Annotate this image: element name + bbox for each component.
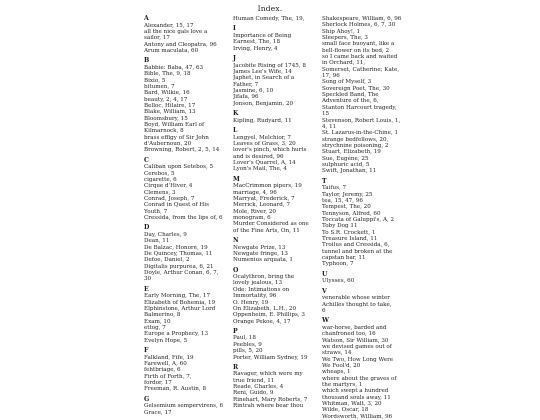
index-entry: wheaps, 1	[322, 369, 351, 376]
index-entry: straws, 14	[322, 350, 352, 357]
index-entry: Day, Charles, 9	[144, 232, 187, 238]
index-entry: To S.R. Crockett, 1	[322, 229, 376, 236]
index-entry: Arum maculata, 60	[144, 47, 199, 54]
index-entry: Jacobite Rising of 1745, 8	[233, 62, 306, 69]
index-entry: sulphuric acid, 5	[322, 161, 370, 168]
index-entry: Wilde, Oscar, 18	[322, 407, 369, 414]
index-entry: strange bedfellows, 20,	[322, 136, 389, 143]
index-entry: Rinehart, Mary Roberts, 7	[233, 396, 308, 403]
index-entry: Ship Ahoy!, 1	[322, 28, 361, 35]
index-entry: On Elizabeth, L.H., 20	[233, 305, 297, 312]
index-entry: Balmerino, 8	[144, 312, 181, 319]
index-entry: bell-flower on its bed, 2	[322, 47, 390, 54]
index-entry: Peebles, 9	[233, 341, 262, 348]
index-entry: Taifus, 7	[322, 185, 347, 192]
index-entry: Conrad in Quest of His	[144, 202, 209, 209]
index-entry: Jonson, Benjamin, 20	[233, 100, 294, 107]
index-entry: in Orchard, 11,	[322, 60, 366, 67]
index-entry: bitumen, 7	[144, 83, 175, 90]
index-entry: MacCrimmon pipers, 19	[233, 183, 302, 190]
index-entry: Defoe, Daniel, 2	[144, 257, 190, 264]
index-entry: Marryat, Frederick, 7	[233, 195, 295, 202]
index-entry: Boyd, William Earl of	[144, 122, 205, 128]
index-entry: We Fool'd, 20	[322, 362, 361, 369]
index-entry: Freeman, R. Austin, 8	[144, 386, 207, 393]
index-entry: Merrick, Leonard, 7	[233, 202, 290, 209]
index-entry: Newgate fringe, 13	[233, 250, 288, 257]
index-entry: war-horse, barded and	[322, 324, 387, 331]
index-column-3	[322, 16, 440, 420]
index-entry: sailor, 17	[144, 35, 170, 42]
index-entry: Stevenson, Robert Louis, 1,	[322, 117, 401, 124]
index-entry: Kipling, Rudyard, 11	[233, 117, 292, 124]
index-entry: Kilmarnock, 8	[144, 128, 184, 135]
index-entry: Clemens, 3	[144, 189, 176, 196]
index-entry: Farewell, A, 60	[144, 361, 187, 368]
index-entry: Toccata of Galuppi's, A, 2	[322, 216, 395, 223]
index-letter-heading: O	[233, 266, 239, 274]
index-entry: Bloomsbury, 15	[144, 115, 188, 122]
index-entry: Babbie: Baba, 47, 63	[144, 64, 204, 71]
index-entry: Falkland, Fife, 19	[144, 354, 194, 361]
index-entry: tea, 15, 47, 96	[322, 197, 363, 204]
index-entry: Importance of Being	[233, 32, 292, 39]
index-entry: Stanton Harcourt tragedy,	[322, 104, 397, 111]
index-entry: Evelyn Hope, 5	[144, 337, 188, 344]
index-entry: Digitalis purpurea, 6, 21	[144, 263, 214, 270]
index-entry: 17, 96	[322, 73, 340, 80]
index-entry: of the Fine Arts, On, 11	[233, 227, 300, 234]
index-entry: monogram, 6	[233, 214, 271, 221]
index-entry: Sherlock Holmes, 6, 7, 30	[322, 22, 396, 29]
index-entry: Europe a Prophecy, 13	[144, 331, 209, 338]
index-entry: Cirque d'Hiver, 4	[144, 183, 193, 190]
index-entry: Treasure Island, 11	[322, 235, 378, 242]
index-entry: true friend, 11	[233, 377, 275, 384]
index-entry: Gelsemium sempervirens, 6	[144, 403, 224, 410]
index-entry: Bible, The, 9, 18	[144, 71, 191, 78]
index-entry: Troilus and Cressida, 6,	[322, 242, 390, 249]
index-letter-heading: L	[233, 126, 238, 134]
index-entry: Stuart, Elizabeth, 19	[322, 149, 381, 156]
index-entry: brass effigy of Sir John	[144, 134, 209, 141]
index-letter-heading: K	[233, 109, 239, 117]
index-letter-heading: U	[322, 270, 328, 278]
index-letter-heading: P	[233, 327, 238, 335]
index-entry: Browning, Robert, 2, 5, 14	[144, 147, 220, 154]
index-entry: lover's pinch, which hurts	[233, 147, 307, 154]
index-entry: Doyle, Arthur Conan, 6, 7,	[144, 270, 219, 277]
index-letter-heading: R	[233, 363, 239, 371]
index-entry: Lyon's Mail, The, 4	[233, 166, 287, 173]
index-entry: O. Henry, 19	[233, 299, 269, 306]
index-entry: Blake, William, 13	[144, 109, 196, 116]
index-letter-heading: V	[322, 287, 327, 295]
index-letter-heading: B	[144, 57, 150, 65]
index-entry: Oppenheim, E. Phillips, 3	[233, 312, 305, 319]
index-entry: Paul, 18	[233, 335, 256, 342]
index-entry: Lengyel, Melchior, 7	[233, 134, 291, 141]
index-entry: capstan bar, 11	[322, 254, 366, 261]
index-entry: where about the graves of	[322, 375, 397, 382]
index-entry: Murder Considered as one	[233, 221, 309, 228]
index-entry: Lover's Quarrel, A, 14	[233, 159, 296, 166]
index-entry: small face buoyant, like a	[322, 41, 395, 48]
index-letter-heading: G	[144, 395, 150, 403]
index-entry: Caliban upon Setebos, 5	[144, 164, 214, 171]
index-entry: Toby Dog 11	[322, 223, 358, 230]
index-entry: Leaves of Grass, 3, 20	[233, 140, 296, 147]
index-entry: Mole, River, 20	[233, 208, 276, 215]
index-entry: James Lee's Wife, 14	[233, 68, 292, 75]
index-entry: St. Lazarus-in-the-Chine, 1	[322, 130, 399, 137]
index-entry: Japhet, in Search of a	[233, 75, 295, 82]
index-entry: Earnest, The, 18	[233, 39, 280, 46]
index-entry: Rintrah where bear thou	[233, 403, 304, 410]
index-entry: lovely jealous, 13	[233, 280, 283, 287]
index-entry: Elizabeth of Bohemia, 19	[144, 299, 216, 306]
index-entry: venerable whose winter	[322, 295, 390, 302]
index-entry: De Quincey, Thomas, 11	[144, 251, 213, 258]
index-entry: Tennyson, Alfred, 60	[322, 210, 381, 217]
index-entry: Irving, Henry, 4	[233, 45, 278, 52]
index-entry: fehtbriage, 6	[144, 367, 181, 374]
index-entry: beauty, 2, 4, 17	[144, 96, 188, 103]
index-entry: Achilles thought to take,	[322, 301, 392, 308]
index-entry: 4, 11	[322, 123, 337, 130]
index-letter-heading: N	[233, 236, 239, 244]
index-letter-heading: J	[233, 54, 236, 62]
index-entry: ettog, 7	[144, 325, 166, 332]
index-entry: Immortality, 96	[233, 293, 277, 300]
index-entry: Swift, Jonathan, 11	[322, 168, 377, 175]
index-entry: pills, 5, 20	[233, 348, 263, 355]
index-entry: Sleepers, The, 3	[322, 35, 368, 42]
index-entry: fordor, 17	[144, 380, 172, 387]
index-entry: d'Aubernoun, 20	[144, 141, 192, 148]
index-entry: Typhoon, 7	[322, 261, 354, 268]
index-entry: Adventure of the, 6,	[322, 98, 379, 105]
index-entry: Conrad, Joseph, 7	[144, 196, 195, 203]
index-entry: Ocalythron, bring the	[233, 274, 295, 281]
index-letter-heading: C	[144, 156, 149, 164]
index-entry: Ode: Intimations on	[233, 286, 290, 293]
index-entry: Jifafa, 96	[233, 94, 259, 101]
index-entry: which swept a hundred	[322, 388, 389, 395]
index-letter-heading: W	[322, 317, 329, 325]
index-entry: Sue, Eugène, 25	[322, 155, 369, 162]
index-entry: Jasmine, 6, 10	[233, 87, 274, 94]
index-entry: marriage, 4, 96	[233, 189, 277, 196]
index-letter-heading: T	[322, 177, 327, 185]
index-letter-heading: E	[144, 285, 149, 293]
index-entry: Exam, 10	[144, 318, 171, 325]
index-entry: Grace, 17	[144, 409, 172, 416]
index-entry: Early Morning, The, 17	[144, 293, 211, 300]
index-entry: Orange Pekoe, 4, 17	[233, 318, 291, 325]
index-entry: Youth, 7	[144, 208, 168, 215]
index-entry: 30	[144, 276, 152, 283]
index-entry: 6	[322, 307, 326, 314]
index-entry: cigarette, 6	[144, 177, 177, 183]
index-entry: Somerset, Catherine; Kate,	[322, 66, 400, 73]
index-entry: Dean, 11	[144, 238, 170, 245]
index-entry: Elphinstone, Arthur Lord	[144, 306, 216, 313]
index-entry: Ulysses, 60	[322, 278, 355, 285]
index-entry: Sovereign Poet, The, 30	[322, 85, 390, 92]
index-entry: De Balzac, Honoré, 19	[144, 244, 208, 251]
index-entry: strychnine poisoning, 2	[322, 142, 389, 149]
index-entry: Cerebos, 5	[144, 170, 175, 177]
index-entry: Speckled Band, The	[322, 92, 379, 99]
index-entry: Numenius arquata, 1	[233, 257, 293, 264]
page-title: Index.	[257, 4, 283, 13]
index-entry: we devised games out of	[322, 343, 392, 350]
index-entry: Song of Myself, 3	[322, 79, 372, 86]
index-entry: Bard, Wilkie, 16	[144, 90, 190, 97]
index-entry: Wordsworth, William, 96	[322, 413, 393, 420]
index-entry: Human Comedy, The, 19,	[233, 16, 305, 22]
index-entry: Reni, Guido, 9	[233, 390, 274, 397]
index-entry: 15	[322, 111, 330, 118]
index-entry: Ravager, which were my	[233, 371, 303, 378]
index-entry: all the nice gals love a	[144, 28, 208, 35]
index-entry: and is desired, 96	[233, 153, 284, 160]
index-entry: chanfroned too, 16	[322, 331, 376, 338]
index-entry: Firth of Forth, 7,	[144, 373, 192, 380]
index-entry: Reade, Charles, 4	[233, 384, 284, 391]
index-entry: Shakespeare, William, 6, 96	[322, 16, 402, 22]
index-letter-heading: F	[144, 347, 149, 355]
index-entry: Belloc, Hilaire, 17	[144, 102, 196, 109]
index-entry: thousand souls away, 11	[322, 394, 391, 401]
index-entry: Antony and Cleopatra, 96	[144, 41, 217, 48]
index-letter-heading: A	[144, 15, 149, 22]
index-entry: Newgate Prize, 13	[233, 244, 286, 251]
index-entry: Whitman, Walt, 3, 20	[322, 400, 382, 407]
index-letter-heading: I	[233, 25, 236, 33]
index-entry: Tempest, The, 20	[322, 204, 371, 211]
index-entry: Taylor, Jeremy, 25	[322, 191, 373, 198]
index-entry: Alexander, 15, 17	[144, 22, 194, 29]
index-entry: Cressida, from the lips of, 6	[144, 215, 223, 222]
index-letter-heading: M	[233, 175, 240, 183]
index-entry: Watson, Sir William, 30	[322, 337, 389, 344]
index-entry: so I came back and waited	[322, 54, 398, 61]
index-letter-heading: D	[144, 224, 150, 232]
index-entry: tunnel and broken at the	[322, 248, 393, 255]
index-entry: the martyrs, 1	[322, 381, 363, 388]
index-entry: We Two, How Long Were	[322, 356, 394, 363]
index-entry: Porter, William Sydney, 19	[233, 354, 308, 361]
index-entry: Bixio, 5	[144, 77, 166, 84]
index-entry: Father, 7	[233, 81, 259, 88]
